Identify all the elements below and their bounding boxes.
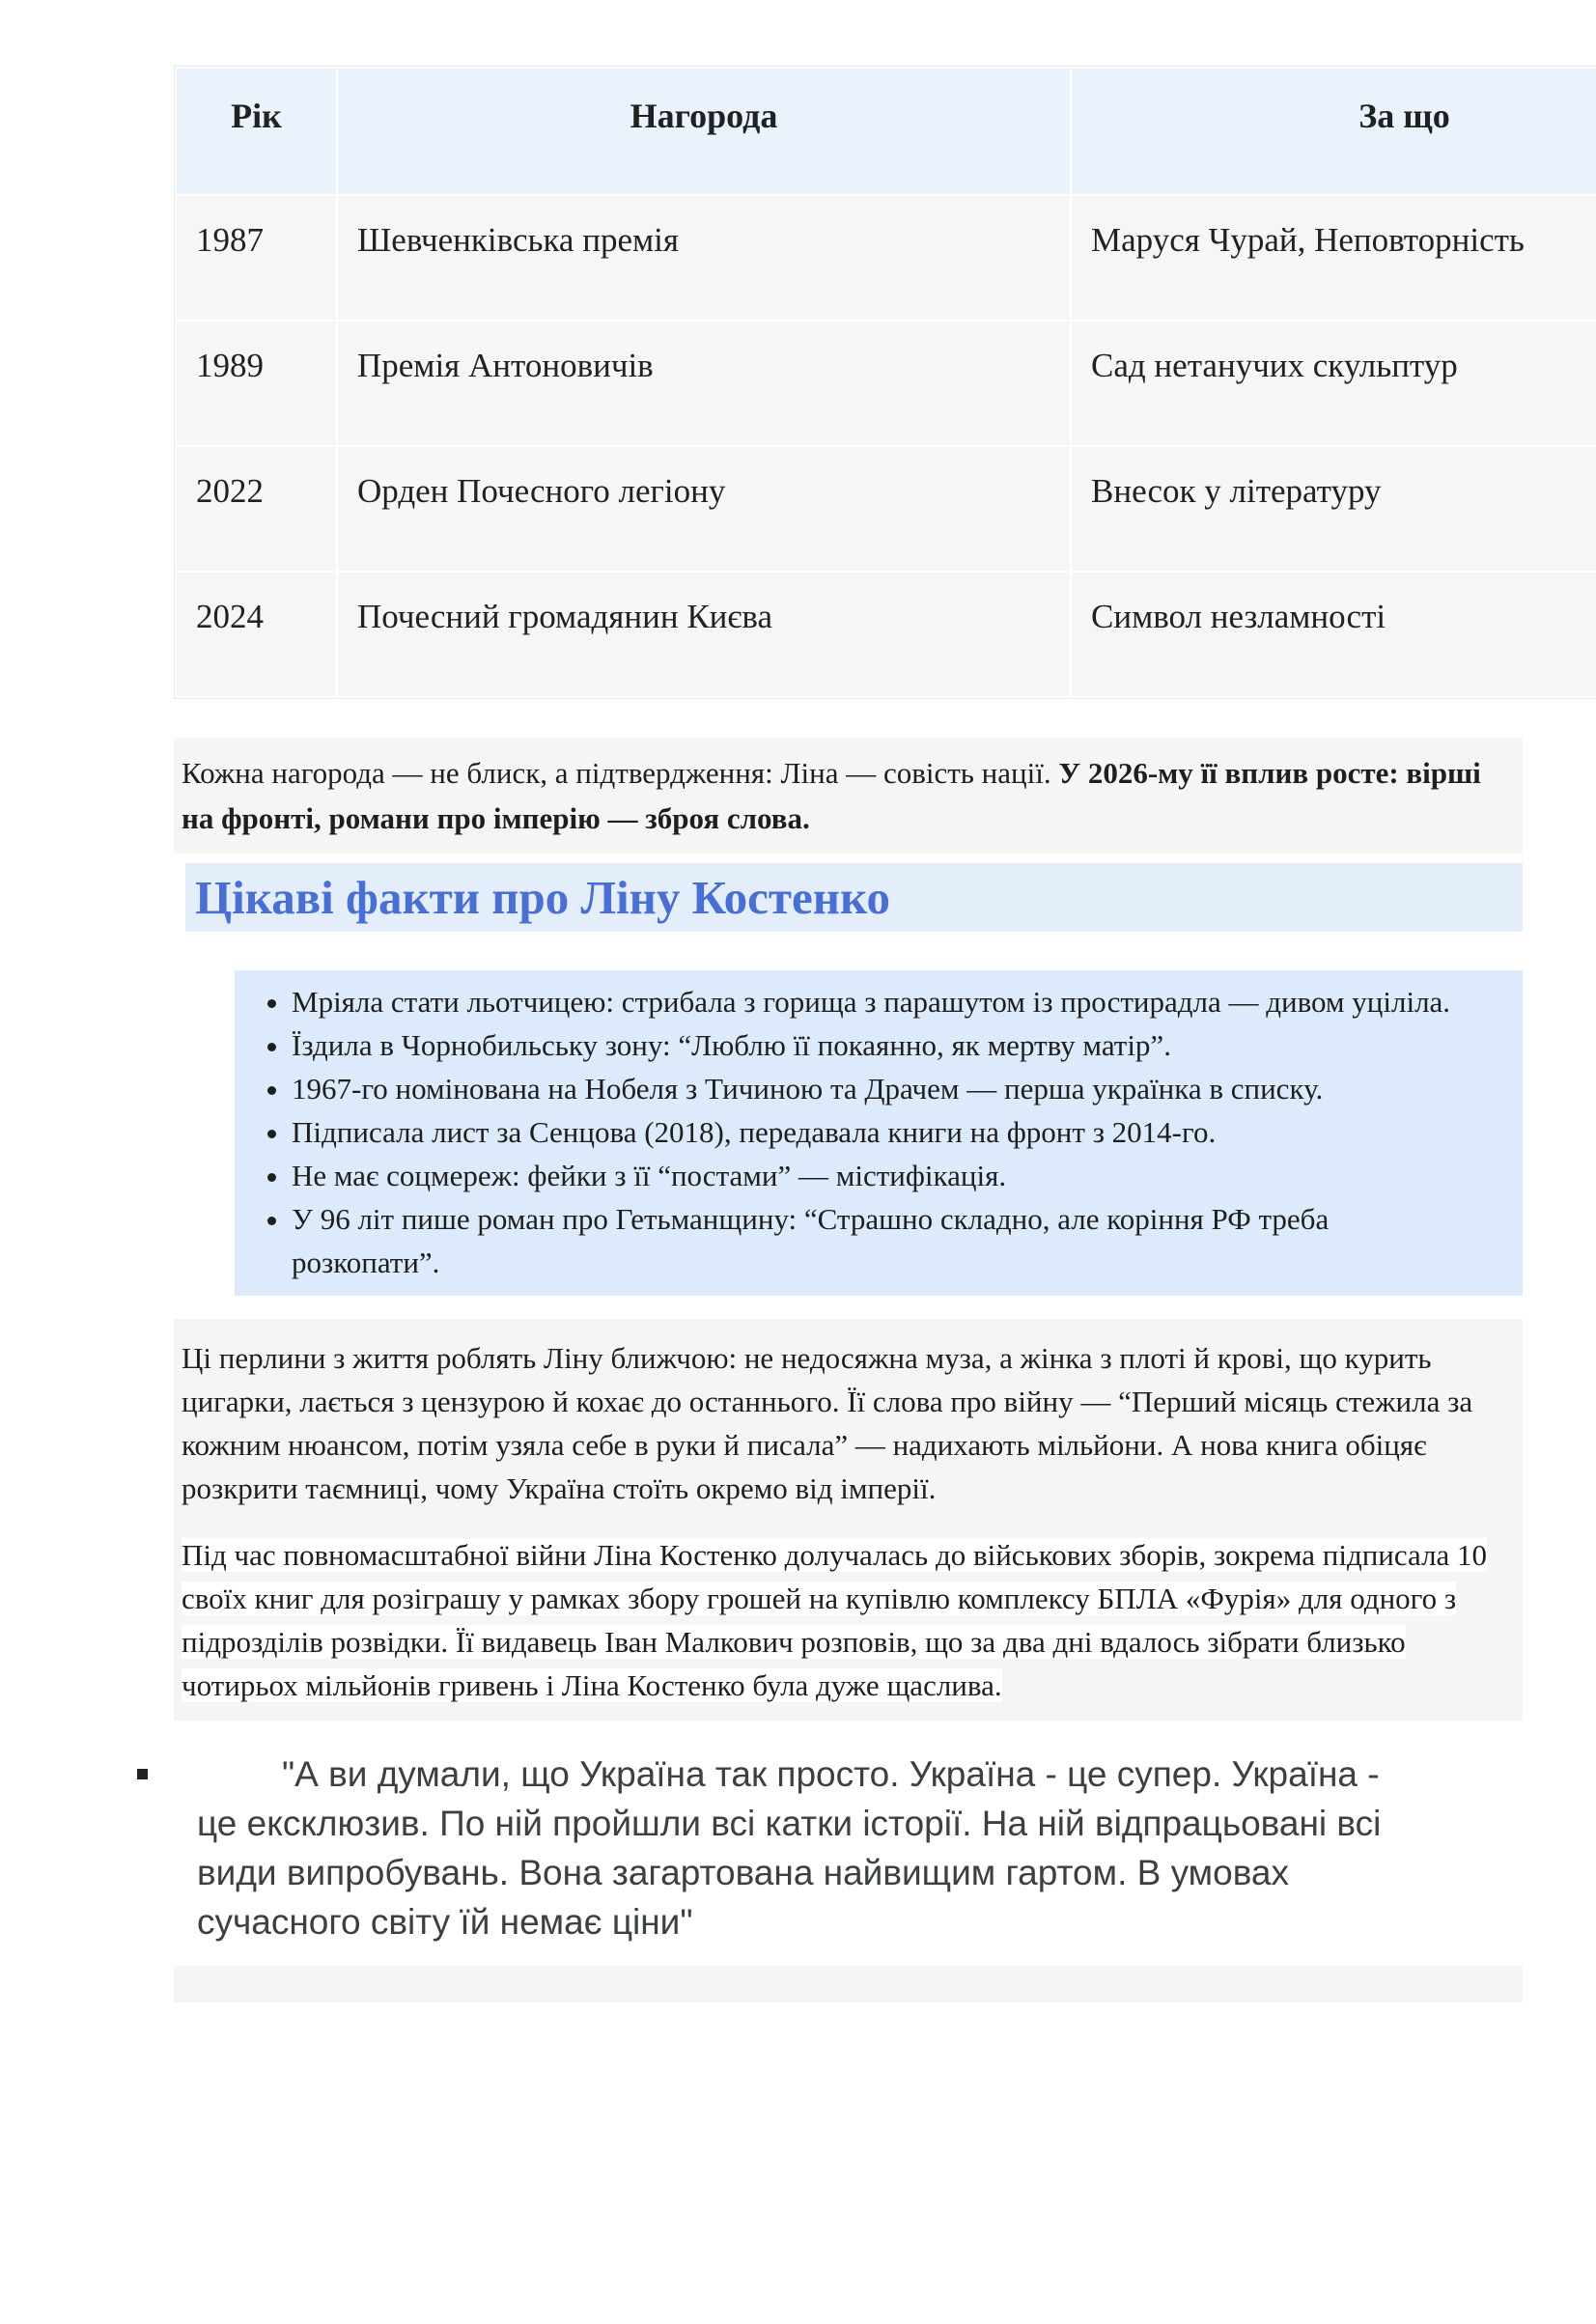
square-bullet-icon (137, 1769, 148, 1779)
cell-reason: Символ незламності (1072, 573, 1596, 696)
cell-reason: Маруся Чурай, Неповторність (1072, 196, 1596, 320)
quote-list-item (137, 1750, 1596, 1946)
quote-marker-cell (137, 1750, 197, 1946)
list-item: • У 96 літ пише роман про Гетьманщину: “Страшно складно, але коріння РФ треба розкопати”. (292, 1197, 1484, 1284)
cell-award: Премія Антоновичів (338, 322, 1070, 445)
facts-section-heading: Цікаві факти про Ліну Костенко (185, 863, 1523, 932)
list-item: • Їздила в Чорнобильську зону: “Люблю її покаянно, як мертву матір”. (292, 1023, 1484, 1067)
table-row (177, 322, 1596, 445)
table-row (177, 447, 1596, 571)
cell-year: 1989 (177, 322, 336, 445)
empty-gray-paragraph (174, 1966, 1523, 2002)
cell-year: 2022 (177, 447, 336, 571)
list-item: • Не має соцмереж: фейки з її “постами” — містифікація. (292, 1154, 1484, 1197)
awards-summary-text: Кожна нагорода — не блиск, а підтвердження: Ліна — совість нації. (182, 756, 1059, 790)
cell-award: Шевченківська премія (338, 196, 1070, 320)
war-fundraising-paragraph (182, 1533, 1503, 1707)
awards-table (174, 66, 1596, 699)
quote-text: "А ви думали, що Україна так просто. Україна - це супер. Україна - це ексклюзив. По ній пройшли всі катки історії. На ній відпрацьовані всі види випробувань. Вона загартована найвищим гартом. В умовах сучасного світу їй немає ціни" (197, 1754, 1382, 1942)
table-row (177, 573, 1596, 696)
awards-table-header-row (177, 69, 1596, 194)
cell-year: 1987 (177, 196, 336, 320)
war-fundraising-text: Під час повномасштабної війни Ліна Костенко долучалась до військових зборів, зокрема підписала 10 своїх книг для розіграшу у рамках збору грошей на купівлю комплексу БПЛА «Фурія» для одного з підрозділів розвідки. Її видавець Іван Малкович розповів, що за два дні вдалось зібрати близько чотирьох мільйонів гривень і Ліна Костенко була дуже щаслива. (182, 1538, 1488, 1702)
awards-summary-block (174, 738, 1523, 854)
awards-summary-paragraph (182, 750, 1503, 841)
cell-award: Почесний громадянин Києва (338, 573, 1070, 696)
awards-summary-bold-text: У 2026-му її вплив росте: вірші на фронті, романи про імперію — зброя слова. (182, 756, 1481, 835)
column-header-reason: За що (1072, 69, 1596, 194)
life-paragraphs-block (174, 1319, 1523, 1721)
cell-award: Орден Почесного легіону (338, 447, 1070, 571)
list-item: • Підписала лист за Сенцова (2018), передавала книги на фронт з 2014-го. (292, 1110, 1484, 1154)
cell-reason: Сад нетанучих скульптур (1072, 322, 1596, 445)
column-header-year: Рік (177, 69, 336, 194)
cell-reason: Внесок у літературу (1072, 447, 1596, 571)
list-item: • Мріяла стати льотчицею: стрибала з горища з парашутом із простирадла — дивом уціліла. (292, 980, 1484, 1023)
pearls-paragraph: Ці перлини з життя роблять Ліну ближчою: не недосяжна муза, а жінка з плоті й крові, що курить цигарки, лається з цензурою й кохає до останнього. Її слова про війну — “Перший місяць стежила за кожним нюансом, потім узяла себе в руки й писала” — надихають мільйони. А нова книга обіцяє розкрити таємниці, чому Україна стоїть окремо від імперії. (182, 1341, 1473, 1505)
facts-list (235, 980, 1523, 1284)
cell-year: 2024 (177, 573, 336, 696)
facts-list-block (235, 970, 1523, 1296)
list-item: • 1967-го номінована на Нобеля з Тичиною та Драчем — перша українка в списку. (292, 1067, 1484, 1110)
column-header-award: Нагорода (338, 69, 1070, 194)
table-row (177, 196, 1596, 320)
